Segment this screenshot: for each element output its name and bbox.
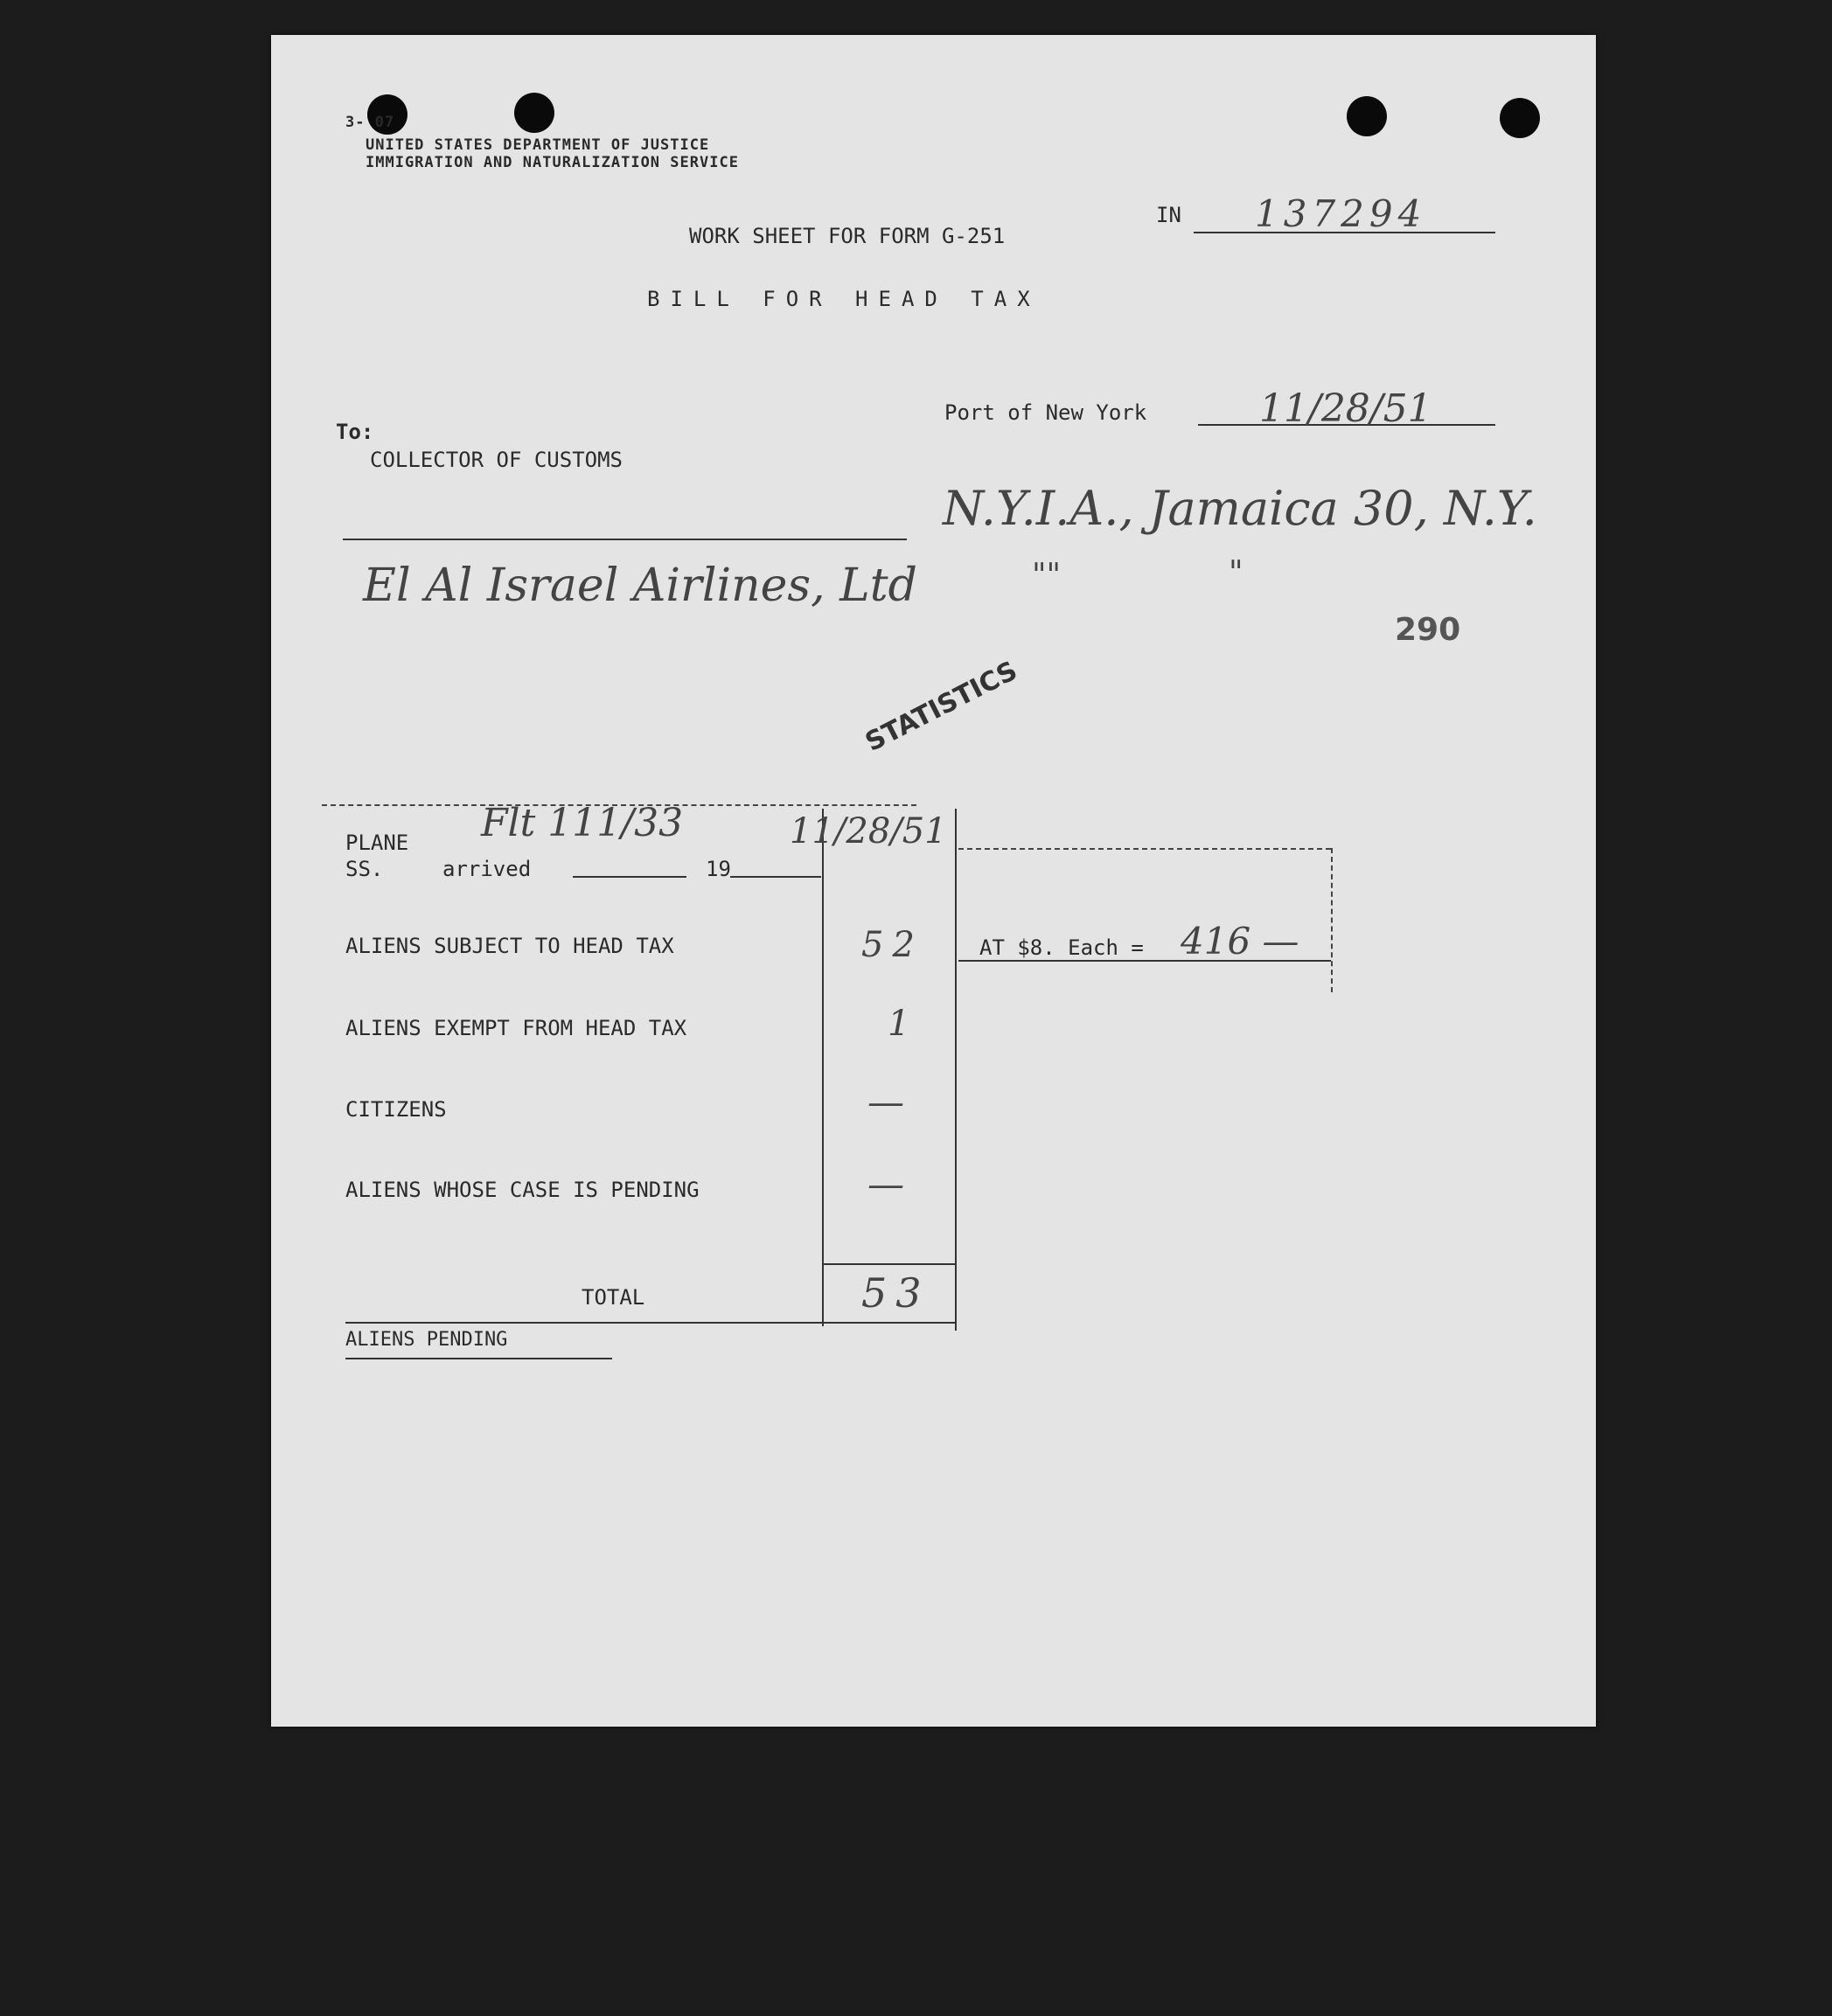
collector-line: COLLECTOR OF CUSTOMS — [370, 448, 623, 472]
column-right-border — [955, 809, 957, 1331]
location-handwritten: N.Y.I.A., Jamaica 30, N.Y. — [943, 481, 1537, 536]
ditto-mark: "" — [1032, 558, 1062, 594]
arrived-label: arrived — [442, 857, 532, 881]
rate-label: AT $8. Each = — [979, 935, 1144, 960]
tax-box-top — [958, 848, 1331, 850]
row-value-subject: 52 — [861, 925, 923, 965]
row-label-exempt: ALIENS EXEMPT FROM HEAD TAX — [345, 1016, 687, 1040]
column-left-border — [822, 809, 824, 1326]
plane-label: PLANE — [345, 831, 409, 855]
tax-amount: 416 — — [1181, 920, 1299, 963]
address-line — [343, 539, 907, 540]
flight-number: Flt 111/33 — [481, 801, 684, 845]
page-number: 290 — [1395, 612, 1461, 648]
port-label: Port of New York — [944, 400, 1147, 425]
row-label-pending: ALIENS WHOSE CASE IS PENDING — [345, 1178, 700, 1202]
worksheet-title: WORK SHEET FOR FORM G-251 — [689, 224, 1006, 248]
row-label-citizens: CITIZENS — [345, 1097, 447, 1122]
tax-box-right — [1331, 848, 1333, 992]
total-label: TOTAL — [582, 1285, 645, 1310]
ditto-mark: " — [1229, 555, 1243, 591]
in-number: 137294 — [1255, 192, 1427, 235]
year-line — [730, 876, 821, 878]
form-number: 3- 07 — [345, 114, 395, 131]
in-label: IN — [1156, 203, 1181, 227]
arrival-date: 11/28/51 — [790, 811, 947, 852]
row-label-subject: ALIENS SUBJECT TO HEAD TAX — [345, 934, 674, 958]
arrived-line — [573, 876, 686, 878]
year-prefix: 19 — [706, 857, 731, 881]
document-page — [271, 35, 1596, 1727]
punch-hole — [1347, 96, 1387, 136]
port-date: 11/28/51 — [1259, 386, 1432, 431]
statistics-stamp: STATISTICS — [860, 655, 1022, 758]
footer-underline — [345, 1358, 612, 1359]
total-top-line — [822, 1263, 957, 1265]
row-value-exempt: 1 — [888, 1004, 910, 1044]
punch-hole — [1500, 98, 1540, 138]
ss-label: SS. — [345, 857, 384, 881]
table-bottom-line — [345, 1322, 957, 1324]
row-value-citizens: — — [867, 1081, 904, 1123]
row-value-pending: — — [867, 1163, 904, 1206]
total-value: 53 — [861, 1269, 930, 1317]
airline-handwritten: El Al Israel Airlines, Ltd — [363, 560, 917, 612]
service-name: IMMIGRATION AND NATURALIZATION SERVICE — [366, 154, 739, 171]
to-label: To: — [336, 420, 374, 444]
aliens-pending-footer: ALIENS PENDING — [345, 1329, 508, 1351]
department-name: UNITED STATES DEPARTMENT OF JUSTICE — [366, 136, 710, 154]
bill-title: BILL FOR HEAD TAX — [647, 287, 1041, 311]
punch-hole — [514, 93, 554, 133]
